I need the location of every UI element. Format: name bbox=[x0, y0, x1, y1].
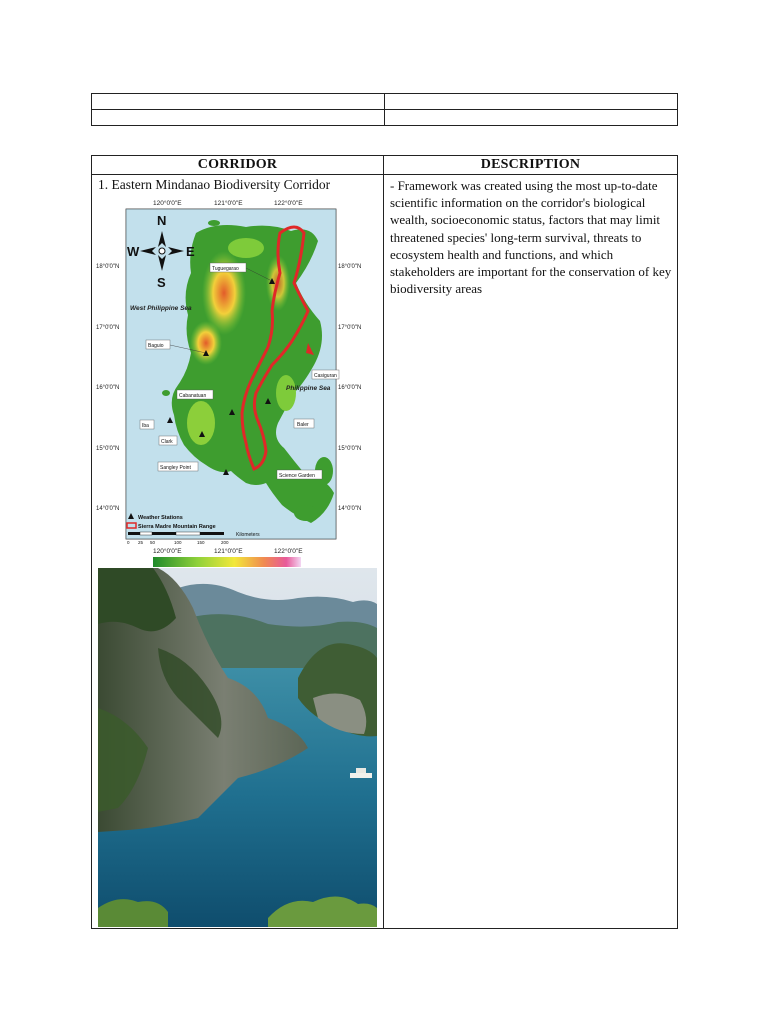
legend-range: Sierra Madre Mountain Range bbox=[138, 524, 216, 530]
compass-s: S bbox=[157, 275, 166, 290]
table-row bbox=[92, 94, 678, 110]
lon-label-bottom: 121°0'0"E bbox=[214, 548, 243, 555]
lat-label-right: 15°0'0"N bbox=[338, 446, 362, 452]
lat-label-right: 18°0'0"N bbox=[338, 264, 362, 270]
compass-e: E bbox=[186, 244, 195, 259]
lat-label-left: 14°0'0"N bbox=[96, 506, 120, 512]
lat-label-right: 14°0'0"N bbox=[338, 506, 362, 512]
station-clark: Clark bbox=[161, 439, 173, 445]
lon-label-bottom: 122°0'0"E bbox=[274, 548, 303, 555]
description-text: - Framework was created using the most up-to-date scientific information on the corridor's biological wealth, socioeconomic status, factors that may limit threatened species' long-term survival, threats to ecosystem health and functions, and which stakeholders are important for the conservation of key biodiversity areas bbox=[390, 178, 672, 297]
legend-stations: Weather Stations bbox=[138, 515, 183, 521]
scale-tick: 200 bbox=[221, 540, 229, 545]
lat-label-left: 17°0'0"N bbox=[96, 325, 120, 331]
table-row bbox=[92, 110, 678, 126]
sea-label-west: West Philippine Sea bbox=[130, 305, 192, 312]
elevation-colorbar bbox=[153, 557, 301, 567]
station-iba: Iba bbox=[142, 423, 149, 429]
station-casiguran: Casiguran bbox=[314, 373, 337, 379]
table-cell bbox=[385, 94, 678, 110]
corridor-title: 1. Eastern Mindanao Biodiversity Corridor bbox=[98, 177, 331, 192]
scale-unit: Kilometers bbox=[236, 532, 260, 538]
station-sangley-point: Sangley Point bbox=[160, 465, 191, 471]
description-cell bbox=[384, 175, 678, 929]
lagoon-photo bbox=[98, 568, 377, 927]
table-cell bbox=[92, 94, 385, 110]
lat-label-left: 15°0'0"N bbox=[96, 446, 120, 452]
compass-w: W bbox=[127, 244, 140, 259]
station-baler: Baler bbox=[297, 422, 309, 428]
luzon-map-figure bbox=[96, 193, 366, 583]
lon-label-top: 120°0'0"E bbox=[153, 200, 182, 207]
empty-header-table bbox=[91, 93, 678, 126]
table-cell bbox=[92, 110, 385, 126]
lat-label-left: 18°0'0"N bbox=[96, 264, 120, 270]
table-row bbox=[92, 175, 678, 929]
scale-tick: 100 bbox=[174, 540, 182, 545]
lon-label-bottom: 120°0'0"E bbox=[153, 548, 182, 555]
scale-tick: 0 bbox=[127, 540, 130, 545]
station-science-garden: Science Garden bbox=[279, 473, 315, 479]
station-tuguegarao: Tuguegarao bbox=[212, 266, 239, 272]
scale-tick: 150 bbox=[197, 540, 205, 545]
table-cell bbox=[385, 110, 678, 126]
scale-tick: 50 bbox=[150, 540, 156, 545]
lon-label-top: 121°0'0"E bbox=[214, 200, 243, 207]
station-cabanatuan: Cabanatuan bbox=[179, 393, 207, 399]
corridor-header: CORRIDOR bbox=[92, 156, 384, 175]
header-row bbox=[92, 156, 678, 175]
lat-label-left: 16°0'0"N bbox=[96, 385, 120, 391]
sea-label-east: Philippine Sea bbox=[286, 385, 331, 392]
station-baguio: Baguio bbox=[148, 343, 164, 349]
lat-label-right: 16°0'0"N bbox=[338, 385, 362, 391]
compass-n: N bbox=[157, 213, 167, 228]
description-header: DESCRIPTION bbox=[384, 156, 678, 175]
scale-tick: 25 bbox=[138, 540, 144, 545]
lon-label-top: 122°0'0"E bbox=[274, 200, 303, 207]
corridor-table bbox=[91, 155, 678, 929]
lat-label-right: 17°0'0"N bbox=[338, 325, 362, 331]
corridor-cell bbox=[92, 175, 384, 929]
